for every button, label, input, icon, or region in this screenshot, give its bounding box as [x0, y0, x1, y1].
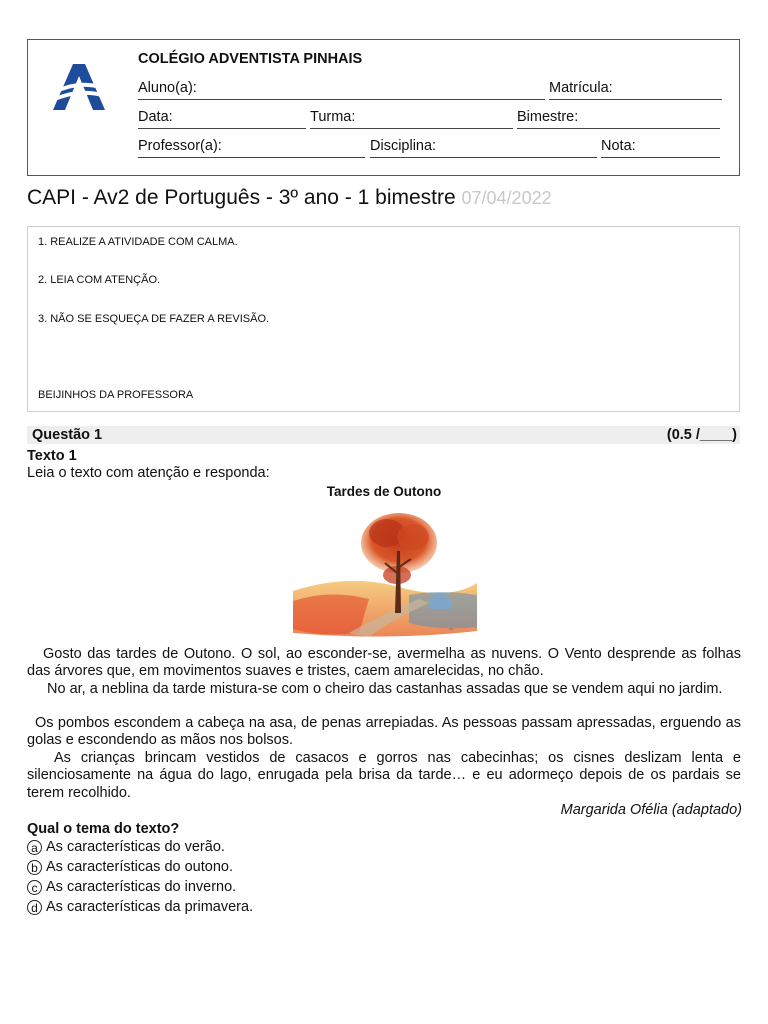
option-letter: b	[27, 860, 42, 875]
exam-title-text: CAPI - Av2 de Português - 3º ano - 1 bimestre	[27, 186, 456, 209]
option-letter: d	[27, 900, 42, 915]
option-text: As características da primavera.	[46, 899, 254, 915]
date-field[interactable]: Data:	[138, 109, 306, 129]
option-text: As características do outono.	[46, 859, 233, 875]
question-ask: Qual o tema do texto?	[27, 821, 180, 837]
option-b[interactable]	[27, 859, 233, 875]
question-score: (0.5 /____)	[666, 427, 737, 443]
instruction-item: 1. REALIZE A ATIVIDADE COM CALMA.	[38, 236, 238, 248]
option-a[interactable]	[27, 839, 225, 855]
instruction-item: 3. NÃO SE ESQUEÇA DE FAZER A REVISÃO.	[38, 313, 270, 325]
term-field[interactable]: Bimestre:	[517, 109, 720, 129]
question-label: Questão 1	[32, 427, 103, 443]
grade-field[interactable]: Nota:	[601, 138, 720, 158]
story-paragraph: No ar, a neblina da tarde mistura-se com o cheiro das castanhas assadas que se vendem aqui no jardim.	[47, 681, 723, 697]
option-d[interactable]	[27, 899, 253, 915]
school-name: COLÉGIO ADVENTISTA PINHAIS	[138, 51, 363, 67]
option-c[interactable]	[27, 879, 236, 895]
teacher-field[interactable]: Professor(a):	[138, 138, 365, 158]
option-letter: c	[27, 880, 42, 895]
story-author: Margarida Ofélia (adaptado)	[560, 802, 742, 818]
story-title: Tardes de Outono	[326, 484, 442, 499]
story-paragraph: As crianças brincam vestidos de casacos e gorros nas cabecinhas; os cisnes deslizam lenta e silenciosamente na água do lago, enrugada pela brisa da tarde… e eu adormeço depois de os pardais se terem recolhido.	[27, 750, 741, 801]
option-text: As características do inverno.	[46, 879, 237, 895]
student-name-field[interactable]: Aluno(a):	[138, 80, 545, 100]
subject-field[interactable]: Disciplina:	[370, 138, 597, 158]
reading-prompt: Leia o texto com atenção e responda:	[27, 465, 270, 481]
registration-field[interactable]: Matrícula:	[549, 80, 722, 100]
exam-date: 07/04/2022	[461, 188, 552, 208]
svg-text:~: ~	[449, 626, 455, 633]
class-field[interactable]: Turma:	[310, 109, 513, 129]
text-label: Texto 1	[27, 448, 77, 464]
option-letter: a	[27, 840, 42, 855]
exam-title	[27, 186, 552, 210]
instructions-box	[27, 226, 740, 412]
school-logo	[53, 64, 105, 110]
option-text: As características do verão.	[46, 839, 225, 855]
question-header	[27, 426, 740, 444]
story-paragraph: Gosto das tardes de Outono. O sol, ao esconder-se, avermelha as nuvens. O Vento desprende as folhas das árvores que, em movimentos suaves e tristes, caem amarelecidas, no chão.	[27, 646, 741, 680]
instruction-item: 2. LEIA COM ATENÇÃO.	[38, 274, 161, 286]
autumn-tree-illustration	[289, 503, 479, 641]
instruction-signoff: BEIJINHOS DA PROFESSORA	[38, 389, 194, 401]
story-paragraph: Os pombos escondem a cabeça na asa, de penas arrepiadas. As pessoas passam apressadas, erguendo as golas e escondendo as mãos nos bolsos.	[27, 715, 741, 749]
